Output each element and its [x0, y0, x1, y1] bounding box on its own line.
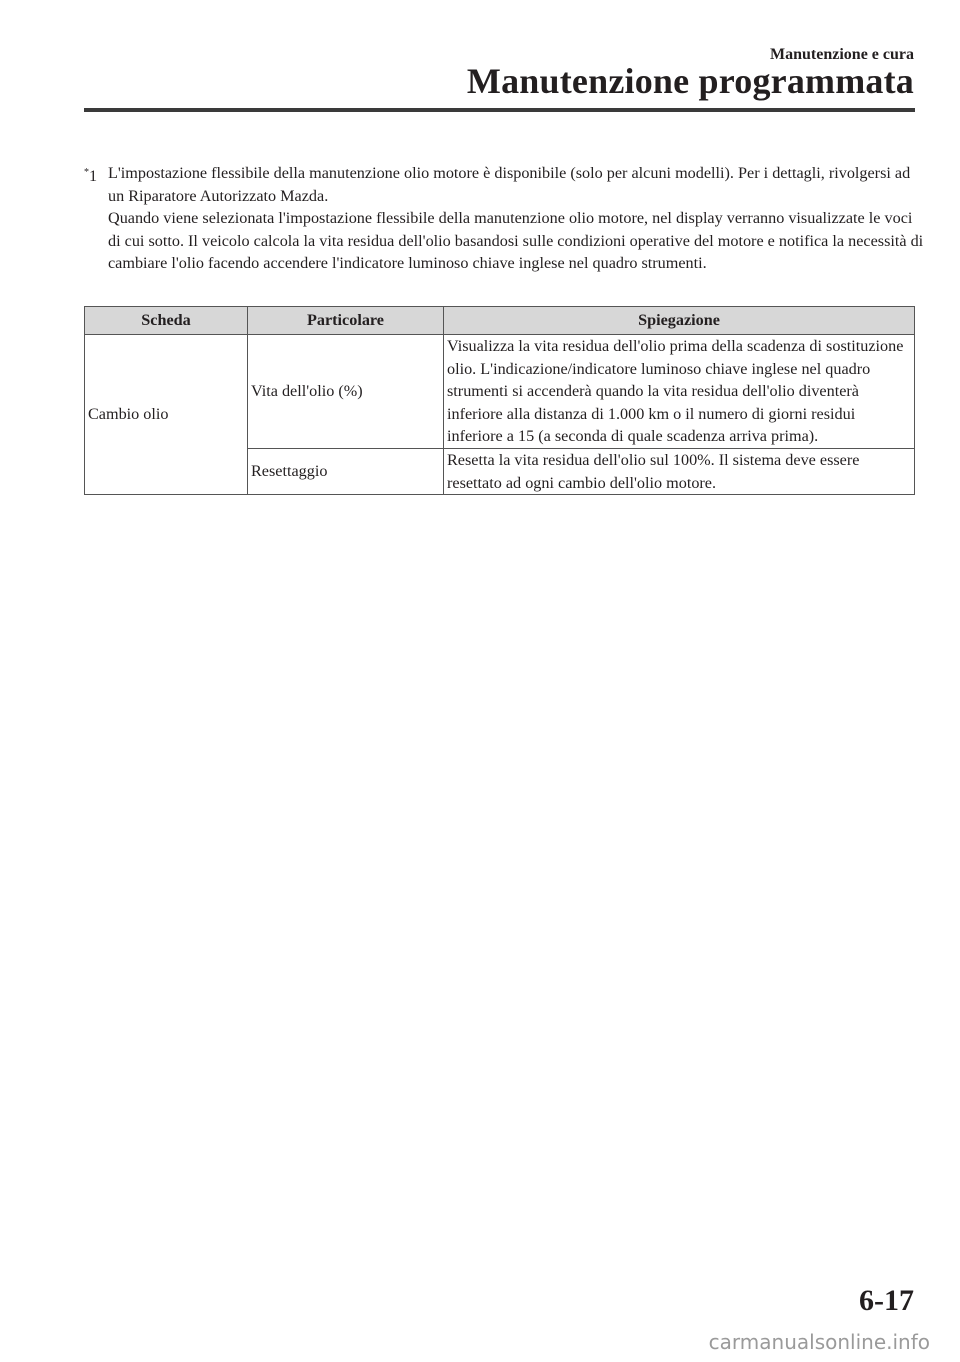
explanation-cell: Visualizza la vita residua dell'olio prima della scadenza di sostituzione olio. L'indicazione/indicatore luminoso chiave inglese nel quadro strumenti si accenderà quando la vita residua dell'olio diventerà inferiore alla distanza di 1.000 km o il numero di giorni residui inferiore a 15 (a seconda di quale scadenza arriva prima).: [444, 335, 915, 449]
header-divider: [84, 108, 915, 112]
footnote-paragraph: L'impostazione flessibile della manutenzione olio motore è disponibile (solo per alcuni modelli). Per i dettagli, rivolgersi ad un Riparatore Autorizzato Mazda.: [108, 164, 911, 205]
watermark: carmanualsonline.info: [708, 1330, 930, 1354]
item-cell: Resettaggio: [248, 448, 444, 494]
maintenance-table: [84, 306, 915, 495]
table-row: [85, 335, 915, 449]
column-header-item: Particolare: [248, 307, 444, 335]
footnote-paragraph: Quando viene selezionata l'impostazione flessibile della manutenzione olio motore, nel display verranno visualizzate le voci di cui sotto. Il veicolo calcola la vita residua dell'olio basandosi sulle condizioni operative del motore e notifica la necessità di cambiare l'olio facendo accendere l'indicatore luminoso chiave inglese nel quadro strumenti.: [108, 209, 924, 273]
column-header-explanation: Spiegazione: [444, 307, 915, 335]
section-label: Manutenzione e cura: [770, 46, 914, 63]
item-cell: Vita dell'olio (%): [248, 335, 444, 449]
table-header-row: [85, 307, 915, 335]
footnote-number: 1: [89, 167, 98, 185]
explanation-cell: Resetta la vita residua dell'olio sul 100%. Il sistema deve essere resettato ad ogni cambio dell'olio motore.: [444, 448, 915, 494]
tab-cell: Cambio olio: [85, 335, 248, 495]
page-title: Manutenzione programmata: [466, 61, 914, 101]
footnote-asterisk: *: [84, 167, 89, 178]
column-header-tab: Scheda: [85, 307, 248, 335]
footnote: [84, 162, 924, 275]
page-number: 6-17: [859, 1284, 914, 1317]
footnote-body: [108, 162, 924, 275]
footnote-marker: [84, 162, 108, 188]
